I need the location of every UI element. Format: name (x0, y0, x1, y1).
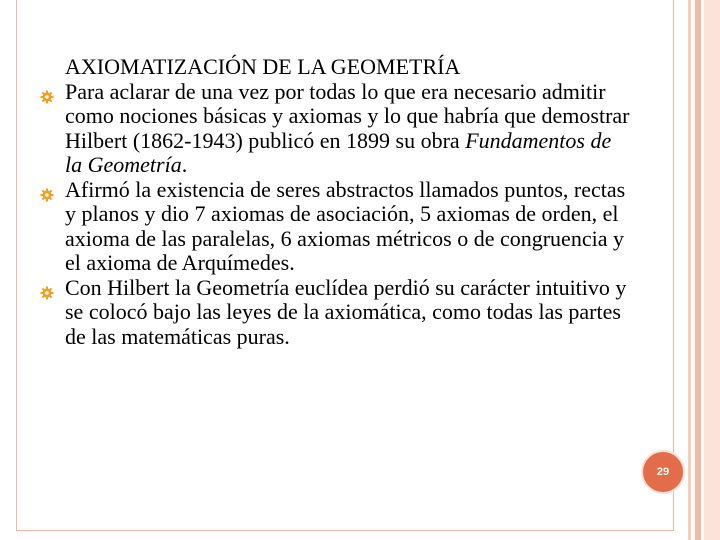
decorative-stripes (688, 0, 720, 540)
bullet-item (40, 276, 630, 350)
bullet-text: Afirmó la existencia de seres abstractos llamados puntos, rectas y planos y dio 7 axiomas de asociación, 5 axiomas de orden, el axioma de las paralelas, 6 axiomas métricos o de congruencia y el axioma de Arquímedes. (65, 176, 626, 275)
slide-title: AXIOMATIZACIÓN DE LA GEOMETRÍA (65, 54, 461, 79)
book-title: Fundamentos de la Geometría (65, 127, 612, 177)
slide-content (40, 55, 630, 349)
bullet-text: Con Hilbert la Geometría euclídea perdió su carácter intuitivo y se colocó bajo las leyes de la axiomática, como todas las partes de las matemáticas puras. (65, 274, 627, 349)
bullet-item (40, 178, 630, 276)
bullet-end: . (181, 152, 188, 177)
gear-icon (40, 85, 54, 99)
bullet-text: Para aclarar de una vez por todas lo que era necesario admitir como nociones básicas y axiomas y lo que habría que demostrar Hilbert (1862-1943) publicó en 1899 su obra (65, 78, 630, 153)
gear-icon (40, 183, 54, 197)
bullet-item (40, 80, 630, 178)
gear-icon (40, 281, 54, 295)
page-number: 29 (656, 466, 670, 478)
page-number-badge (643, 452, 683, 492)
